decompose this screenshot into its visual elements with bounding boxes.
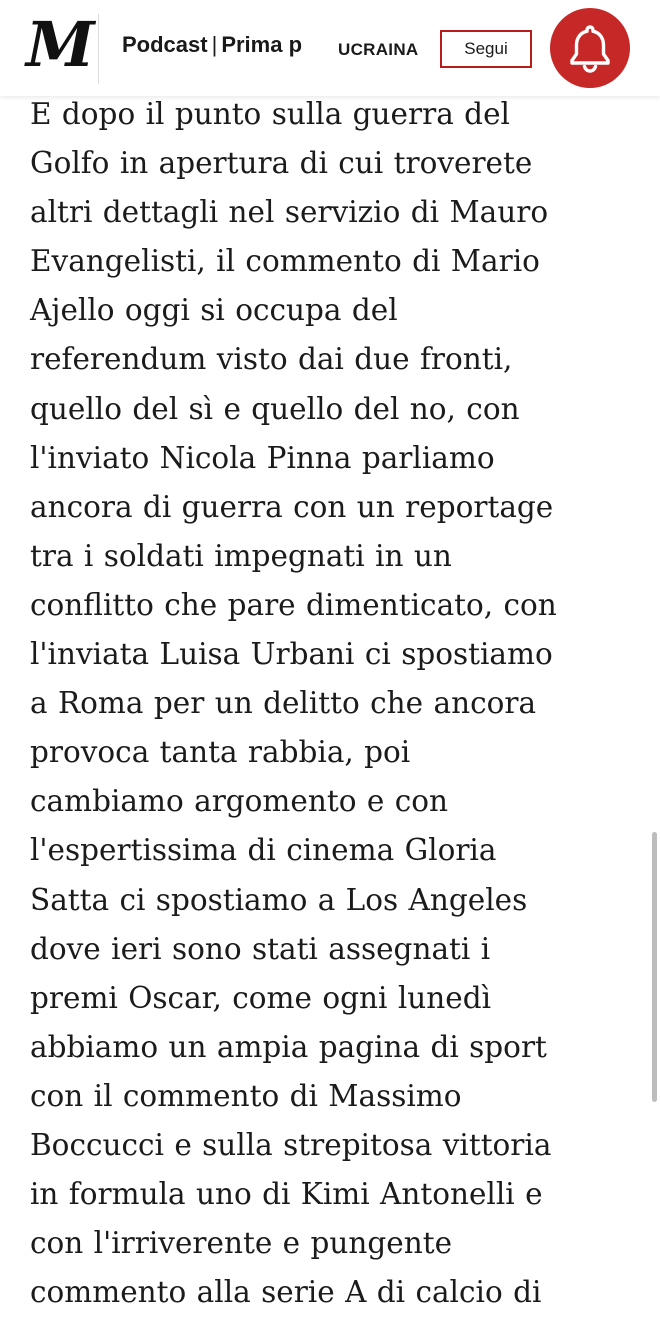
site-logo[interactable]: M (26, 8, 93, 81)
article-line: l'espertissima di cinema Gloria (30, 833, 497, 868)
article-line: tra i soldati impegnati in un (30, 538, 452, 573)
article-line: referendum visto dai due fronti, (30, 342, 513, 377)
nav-item-prima-pagina[interactable]: Prima p (221, 32, 303, 57)
notifications-button[interactable] (550, 8, 630, 88)
nav-separator: | (211, 32, 218, 57)
article-line: Golfo in apertura di cui troverete (30, 146, 533, 181)
logo-divider (98, 14, 99, 84)
article-line: l'inviato Nicola Pinna parliamo (30, 440, 495, 475)
follow-button[interactable]: Segui (440, 30, 532, 68)
article-line: Satta ci spostiamo a Los Angeles (30, 882, 528, 917)
article-line: commento alla serie A di calcio di (30, 1275, 542, 1310)
article-line: E dopo il punto sulla guerra del (30, 97, 510, 131)
article-line: in formula uno di Kimi Antonelli e (30, 1177, 543, 1212)
topic-tag-ucraina[interactable]: UCRAINA (338, 40, 419, 59)
nav-menu (122, 30, 336, 64)
article-line: quello del sì e quello del no, con (30, 391, 520, 426)
article-line: l'inviata Luisa Urbani ci spostiamo (30, 637, 553, 672)
article-line: provoca tanta rabbia, poi (30, 735, 411, 770)
article-line: Evangelisti, il commento di Mario (30, 244, 540, 279)
article-line: con il commento di Massimo (30, 1078, 462, 1113)
article-line: Boccucci e sulla strepitosa vittoria (30, 1127, 552, 1162)
article-line: abbiamo un ampia pagina di sport (30, 1029, 547, 1064)
article-line: conflitto che pare dimenticato, con (30, 587, 557, 622)
article-line: premi Oscar, come ogni lunedì (30, 980, 492, 1015)
article-line: con l'irriverente e pungente (30, 1226, 453, 1261)
article-line: dove ieri sono stati assegnati i (30, 931, 491, 966)
article-body (30, 90, 630, 1317)
article-line: a Roma per un delitto che ancora (30, 686, 537, 721)
article-line: altri dettagli nel servizio di Mauro (30, 195, 549, 230)
scrollbar-thumb[interactable] (652, 832, 657, 1102)
nav-item-podcast[interactable]: Podcast (122, 32, 208, 57)
article-line: ancora di guerra con un reportage (30, 489, 554, 524)
bell-icon (567, 23, 613, 73)
article-line: Ajello oggi si occupa del (30, 293, 398, 328)
site-header (0, 0, 660, 96)
article-line: cambiamo argomento e con (30, 784, 448, 819)
